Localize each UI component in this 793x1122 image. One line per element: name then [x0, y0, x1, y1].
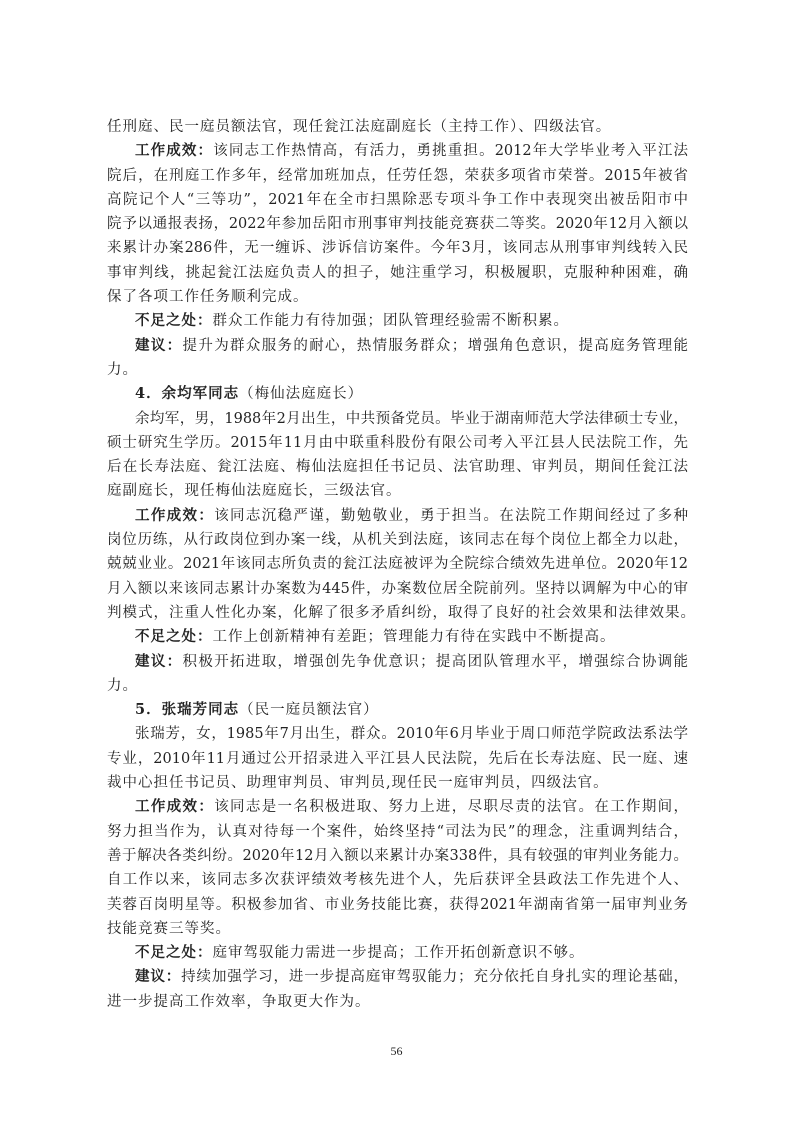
line-text: 保了各项工作任务顺利完成。 — [107, 289, 309, 306]
line-text: 进一步提高工作效率，争取更大作为。 — [107, 993, 371, 1010]
paragraph-line — [107, 577, 688, 601]
line-text: 高院记个人“三等功”，2021年在全市扫黑除恶专项斗争工作中表现突出被岳阳市中 — [107, 191, 688, 208]
paragraph-line — [107, 309, 688, 333]
paragraph-line — [107, 747, 688, 771]
line-text: 技能竞赛三等奖。 — [107, 920, 231, 937]
paragraph-line — [107, 431, 688, 455]
paragraph-label: 不足之处： — [135, 944, 213, 962]
line-text: 努力担当作为，认真对待每一个案件，始终坚持“司法为民”的理念，注重调判结合， — [107, 823, 688, 840]
line-text: 该同志工作热情高，有活力，勇挑重担。2012年大学毕业考入平江法 — [213, 143, 688, 160]
paragraph-line — [107, 504, 688, 528]
paragraph-line — [107, 625, 688, 649]
line-text: 张瑞芳，女，1985年7月出生，群众。2010年6月毕业于周口师范学院政法系法学 — [135, 726, 688, 743]
heading-name: 5．张瑞芳同志 — [135, 701, 240, 719]
paragraph-line — [107, 552, 688, 576]
line-text: 院予以通报表扬，2022年参加岳阳市刑事审判技能竞赛获二等奖。2020年12月入额以 — [107, 216, 688, 233]
paragraph-label: 不足之处： — [135, 628, 213, 646]
line-text: 来累计办案286件，无一缠诉、涉诉信访案件。今年3月，该同志从刑事审判线转入民 — [107, 240, 688, 257]
paragraph-line — [107, 358, 688, 382]
paragraph-label: 建议： — [135, 652, 183, 670]
paragraph-label: 建议： — [135, 968, 182, 986]
line-text: 任刑庭、民一庭员额法官，现任瓮江法庭副庭长（主持工作）、四级法官。 — [107, 119, 612, 135]
paragraph-line — [107, 285, 688, 309]
line-text: 专业，2010年11月通过公开招录进入平江县人民法院，先后在长寿法庭、民一庭、速 — [107, 750, 688, 767]
line-text: 院后，在刑庭工作多年，经常加班加点，任劳任怨，荣获多项省市荣誉。2015年被省 — [107, 167, 688, 184]
line-text: 芙蓉百岗明星等。积极参加省、市业务技能比赛，获得2021年湖南省第一届审判业务 — [107, 896, 688, 913]
paragraph-line — [107, 528, 688, 552]
line-text: 该同志沉稳严谨，勤勉敬业，勇于担当。在法院工作期间经过了多种 — [214, 507, 689, 524]
line-text: 后在长寿法庭、瓮江法庭、梅仙法庭担任书记员、法官助理、审判员，期间任瓮江法 — [107, 459, 688, 476]
line-text: 善于解决各类纠纷。2020年12月入额以来累计办案338件，具有较强的审判业务能力。 — [107, 847, 688, 864]
section-heading — [107, 698, 688, 722]
paragraph-line — [107, 941, 688, 965]
line-text: 力。 — [107, 361, 138, 378]
paragraph-line — [107, 479, 688, 503]
line-text: 力。 — [107, 677, 138, 694]
line-text: 工作上创新精神有差距；管理能力有待在实践中不断提高。 — [212, 629, 616, 646]
paragraph-label: 工作成效： — [135, 506, 215, 524]
line-text: 群众工作能力有待加强；团队管理经验需不断积累。 — [212, 313, 569, 330]
paragraph-line — [107, 965, 688, 989]
paragraph-line — [107, 650, 688, 674]
section-heading — [107, 382, 688, 406]
paragraph-line — [107, 407, 688, 431]
line-text: 庭副庭长，现任梅仙法庭庭长，三级法官。 — [107, 483, 402, 500]
paragraph-line — [107, 212, 688, 236]
paragraph-line — [107, 261, 688, 285]
paragraph-line — [107, 844, 688, 868]
line-text: 兢兢业业。2021年该同志所负责的瓮江法庭被评为全院综合绩效先进单位。2020年12 — [107, 556, 688, 573]
line-text: 积极开拓进取，增强创先争优意识；提高团队管理水平，增强综合协调能 — [182, 653, 688, 670]
heading-role: （民一庭员额法官） — [239, 702, 379, 719]
line-text: 持续加强学习，进一步提高庭审驾驭能力；充分依托自身扎实的理论基础， — [181, 969, 689, 986]
line-text: 月入额以来该同志累计办案数为445件，办案数位居全院前列。坚持以调解为中心的审 — [107, 580, 688, 597]
document-body — [107, 115, 696, 1014]
paragraph-line — [107, 771, 688, 795]
line-text: 硕士研究生学历。2015年11月由中联重科股份有限公司考入平江县人民法院工作，先 — [107, 434, 688, 451]
line-text: 提升为群众服务的耐心，热情服务群众；增强角色意识，提高庭务管理能 — [182, 337, 688, 354]
paragraph-line — [107, 674, 688, 698]
paragraph-label: 不足之处： — [135, 312, 213, 330]
paragraph-line — [107, 115, 688, 139]
line-text: 庭审驾驭能力需进一步提高；工作开拓创新意识不够。 — [212, 945, 585, 962]
paragraph-line — [107, 601, 696, 625]
line-text: 岗位历练，从行政岗位到办案一线，从机关到法庭，该同志在每个岗位上都全力以赴， — [107, 532, 688, 549]
paragraph-line — [107, 455, 688, 479]
paragraph-line — [107, 868, 688, 892]
line-text: 该同志是一名积极进取、努力上进，尽职尽责的法官。在工作期间， — [214, 799, 689, 816]
paragraph-line — [107, 893, 688, 917]
paragraph-line — [107, 164, 688, 188]
line-text: 余均军，男，1988年2月出生，中共预备党员。毕业于湖南师范大学法律硕士专业， — [135, 410, 688, 427]
heading-role: （梅仙法庭庭长） — [239, 386, 364, 403]
paragraph-label: 建议： — [135, 336, 183, 354]
paragraph-line — [107, 236, 688, 260]
line-text: 裁中心担任书记员、助理审判员、审判员,现任民一庭审判员，四级法官。 — [107, 775, 609, 792]
paragraph-line — [107, 795, 688, 819]
page-number: 56 — [390, 1044, 403, 1058]
paragraph-label: 工作成效： — [135, 798, 215, 816]
paragraph-line — [107, 820, 688, 844]
line-text: 事审判线，挑起瓮江法庭负责人的担子，她注重学习，积极履职，克服种种困难，确 — [107, 264, 688, 281]
paragraph-line — [107, 139, 688, 163]
heading-name: 4．余均军同志 — [135, 385, 240, 403]
line-text: 判模式，注重人性化办案，化解了很多矛盾纠纷，取得了良好的社会效果和法律效果。 — [107, 604, 696, 621]
paragraph-line — [107, 722, 688, 746]
paragraph-line — [107, 334, 688, 358]
line-text: 自工作以来，该同志多次获评绩效考核先进个人，先后获评全县政法工作先进个人、 — [107, 872, 688, 889]
paragraph-line — [107, 990, 688, 1014]
paragraph-line — [107, 188, 688, 212]
paragraph-label: 工作成效： — [135, 142, 214, 160]
paragraph-line — [107, 917, 688, 941]
